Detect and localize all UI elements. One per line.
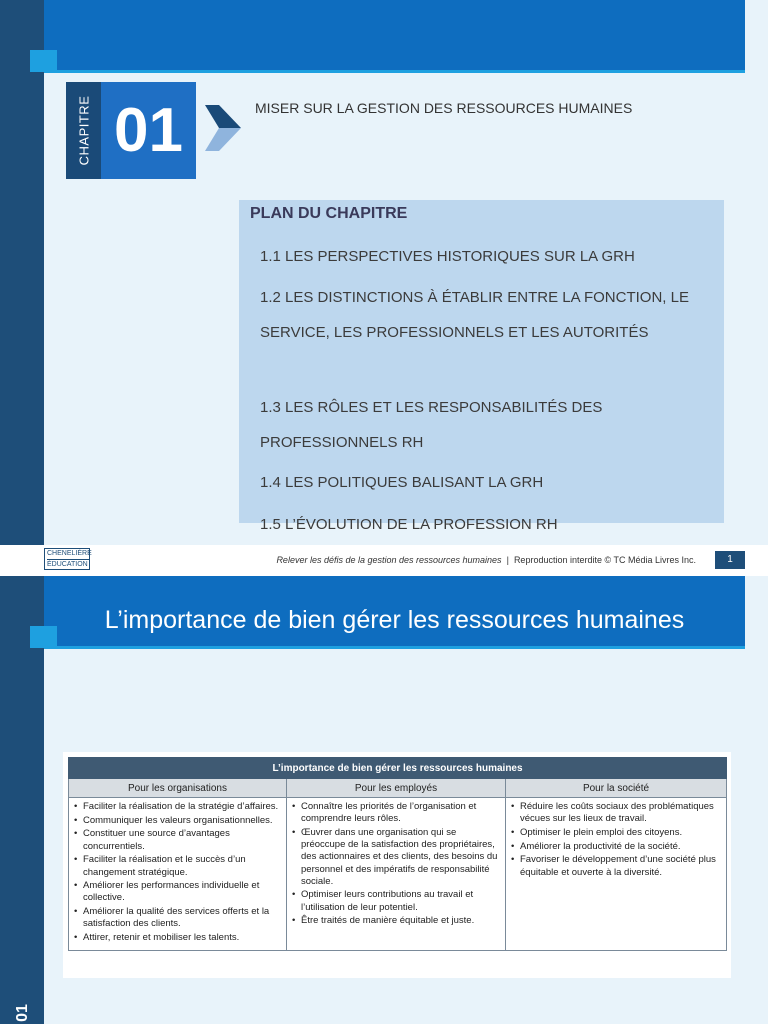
list-item: • Être traités de manière équitable et juste. bbox=[301, 915, 500, 927]
footer-text bbox=[276, 555, 696, 565]
column-header: Pour les employés bbox=[287, 779, 506, 798]
list-item: • Optimiser le plein emploi des citoyens. bbox=[520, 827, 721, 839]
column-header: Pour les organisations bbox=[69, 779, 287, 798]
side-chapter-number: 01 bbox=[13, 1004, 31, 1022]
logo-line-2: ÉDUCATION bbox=[47, 561, 88, 568]
accent-square bbox=[30, 50, 57, 72]
list-item: • Œuvrer dans une organisation qui se préoccupe de la satisfaction des propriétaires, des actionnaires et des clients, des besoins du personnel et des impératifs de responsabilité sociale. bbox=[301, 827, 500, 888]
employes-cell bbox=[287, 798, 506, 951]
plan-item: 1.3 LES RÔLES ET LES RESPONSABILITÉS DES PROFESSIONNELS RH bbox=[260, 399, 603, 451]
chapter-label-wrap bbox=[66, 82, 101, 179]
footer-separator: | bbox=[506, 555, 509, 565]
list-item: • Améliorer la qualité des services offerts et la satisfaction des clients. bbox=[83, 906, 281, 930]
list-item: • Améliorer les performances individuelle et collective. bbox=[83, 880, 281, 904]
chevron-right-icon bbox=[205, 105, 241, 151]
table-row bbox=[69, 798, 727, 951]
list-item: • Optimiser leurs contributions au travail et l’utilisation de leur potentiel. bbox=[301, 889, 500, 913]
list-item: • Améliorer la productivité de la société. bbox=[520, 841, 721, 853]
book-title: Relever les défis de la gestion des ressources humaines bbox=[276, 555, 502, 565]
societe-cell bbox=[506, 798, 727, 951]
list-item: • Faciliter la réalisation et le succès d’un changement stratégique. bbox=[83, 854, 281, 878]
importance-table bbox=[68, 757, 727, 951]
plan-item: 1.5 L’ÉVOLUTION DE LA PROFESSION RH bbox=[260, 516, 558, 533]
chapter-number: 01 bbox=[114, 96, 183, 165]
table-title: L’importance de bien gérer les ressources humaines bbox=[69, 758, 727, 779]
importance-table-figure bbox=[63, 752, 731, 978]
list-item: • Constituer une source d’avantages concurrentiels. bbox=[83, 828, 281, 852]
chapter-label: CHAPITRE bbox=[76, 95, 92, 166]
plan-item: 1.2 LES DISTINCTIONS À ÉTABLIR ENTRE LA FONCTION, LE SERVICE, LES PROFESSIONNELS ET LES AUTORITÉS bbox=[260, 289, 689, 341]
list-item: • Réduire les coûts sociaux des problématiques vécues sur les lieux de travail. bbox=[520, 801, 721, 825]
list-item: • Favoriser le développement d’une société plus équitable et ouverte à la diversité. bbox=[520, 854, 721, 878]
column-header: Pour la société bbox=[506, 779, 727, 798]
slide-2 bbox=[0, 576, 768, 1024]
header-underline bbox=[44, 70, 745, 73]
chapter-title: MISER SUR LA GESTION DES RESSOURCES HUMAINES bbox=[255, 100, 633, 116]
copyright: Reproduction interdite © TC Média Livres Inc. bbox=[513, 555, 696, 565]
publisher-logo bbox=[44, 548, 90, 570]
list-item: • Communiquer les valeurs organisationnelles. bbox=[83, 815, 281, 827]
slide-title: L’importance de bien gérer les ressources humaines bbox=[104, 606, 685, 634]
header-band bbox=[44, 0, 745, 70]
left-accent-bar bbox=[0, 0, 44, 548]
plan-item: 1.1 LES PERSPECTIVES HISTORIQUES SUR LA GRH bbox=[260, 248, 635, 265]
list-item: • Attirer, retenir et mobiliser les talents. bbox=[83, 932, 281, 944]
logo-line-1: CHENELIÈRE bbox=[47, 550, 92, 557]
list-item: • Faciliter la réalisation de la stratégie d’affaires. bbox=[83, 801, 281, 813]
organisations-cell bbox=[69, 798, 287, 951]
page-number: 1 bbox=[715, 551, 745, 569]
plan-item: 1.4 LES POLITIQUES BALISANT LA GRH bbox=[260, 474, 544, 491]
list-item: • Connaître les priorités de l’organisation et comprendre leurs rôles. bbox=[301, 801, 500, 825]
header-underline bbox=[44, 646, 745, 649]
plan-heading: PLAN DU CHAPITRE bbox=[250, 205, 408, 222]
